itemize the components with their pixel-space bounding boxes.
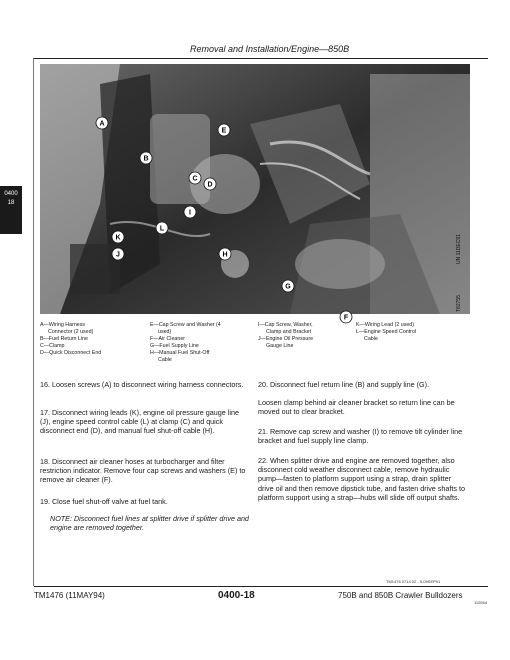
- section-tab: [0, 186, 22, 234]
- footer-code: 110594: [474, 600, 488, 605]
- legend-item: E—Cap Screw and Washer (4: [150, 322, 221, 328]
- legend-item: K—Wiring Lead (2 used): [356, 322, 414, 328]
- running-head: Removal and Installation/Engine—850B: [190, 44, 350, 54]
- legend-item: Gauge Line: [266, 343, 294, 349]
- legend-item: L—Engine Speed Control: [356, 329, 417, 335]
- section-tab-page: 18: [7, 200, 15, 206]
- legend-item: C—Clamp: [40, 343, 65, 349]
- legend-item: Connector (2 used): [48, 329, 94, 335]
- document-reference: TM1476 0714 02 - 5-09SEP91: [386, 579, 441, 584]
- legend-item: A—Wiring Harness: [40, 322, 86, 328]
- step-17: 17. Disconnect wiring leads (K), engine oil pressure gauge line (J), engine speed control cable (L) at clamp (C) and quick disconnect end (D), and manual fuel shut-off cable (H).: [40, 408, 239, 436]
- step-21: 21. Remove cap screw and washer (I) to remove tilt cylinder line bracket and fuel supply line clamp.: [258, 427, 463, 446]
- photo-code: T82755: [456, 295, 462, 312]
- legend-item: D—Quick Disconnect End: [40, 350, 102, 356]
- legend-item: F—Air Cleaner: [150, 336, 186, 342]
- callout-k: K: [115, 234, 121, 242]
- legend-item: G—Fuel Supply Line: [150, 343, 199, 349]
- callout-i: I: [189, 209, 191, 217]
- step-18: 18. Disconnect air cleaner hoses at turbocharger and filter restriction indicator. Remove four cap screws and washers (E) to remove air cleaner (F).: [40, 457, 246, 485]
- legend-item: J—Engine Oil Pressure: [258, 336, 314, 342]
- callout-f: F: [343, 314, 349, 322]
- footer-rule: [34, 586, 488, 587]
- step-22: 22. When splitter drive and engine are removed together, also disconnect cold weather disconnect cable, remove hydraulic pump—fasten to platform support using a strap, drain splitter drive oil and then remove dipstick tube, and fasten drive shafts to platform support using a strap—hubs will slide off output shafts.: [258, 456, 465, 502]
- legend-item: Clamp and Bracket: [266, 329, 312, 335]
- callout-g: G: [285, 283, 291, 291]
- callout-l: L: [159, 225, 165, 233]
- callout-b: B: [143, 155, 149, 163]
- legend-item: Cable: [364, 336, 378, 342]
- callout-h: H: [222, 251, 228, 259]
- step-19: 19. Close fuel shut-off valve at fuel tank.: [40, 497, 168, 506]
- legend-item: I—Cap Screw, Washer,: [258, 322, 313, 328]
- note: NOTE: Disconnect fuel lines at splitter drive if splitter drive and engine are removed together.: [50, 514, 249, 533]
- legend-column-1: [40, 322, 101, 357]
- callout-a: A: [99, 120, 105, 128]
- photo-date-code: UN 11DEC91: [456, 234, 462, 264]
- legend-column-4: [356, 322, 416, 343]
- header-rule: [34, 58, 488, 59]
- legend-item: B—Fuel Return Line: [40, 336, 88, 342]
- section-tab-number: 0400: [4, 191, 18, 197]
- step-20-detail: Loosen clamp behind air cleaner bracket so return line can be moved out to clear bracket.: [258, 398, 455, 417]
- page-number: 0400-18: [218, 590, 255, 601]
- callout-c: C: [192, 175, 198, 183]
- callout-e: E: [221, 127, 227, 135]
- engine-photo: [40, 64, 470, 322]
- manual-title: 750B and 850B Crawler Bulldozers: [338, 591, 463, 600]
- legend-column-3: [258, 322, 313, 350]
- legend-item: H—Manual Fuel Shut-Off: [150, 350, 210, 356]
- margin-rule: [33, 58, 34, 586]
- step-16: 16. Loosen screws (A) to disconnect wiring harness connectors.: [40, 380, 244, 389]
- legend-item: Cable: [158, 357, 172, 363]
- manual-id: TM1476 (11MAY94): [34, 591, 105, 600]
- callout-d: D: [207, 181, 213, 189]
- step-20: 20. Disconnect fuel return line (B) and supply line (G).: [258, 380, 429, 389]
- legend-item: used): [158, 329, 172, 335]
- legend-column-2: [150, 322, 221, 364]
- callout-j: J: [116, 251, 120, 259]
